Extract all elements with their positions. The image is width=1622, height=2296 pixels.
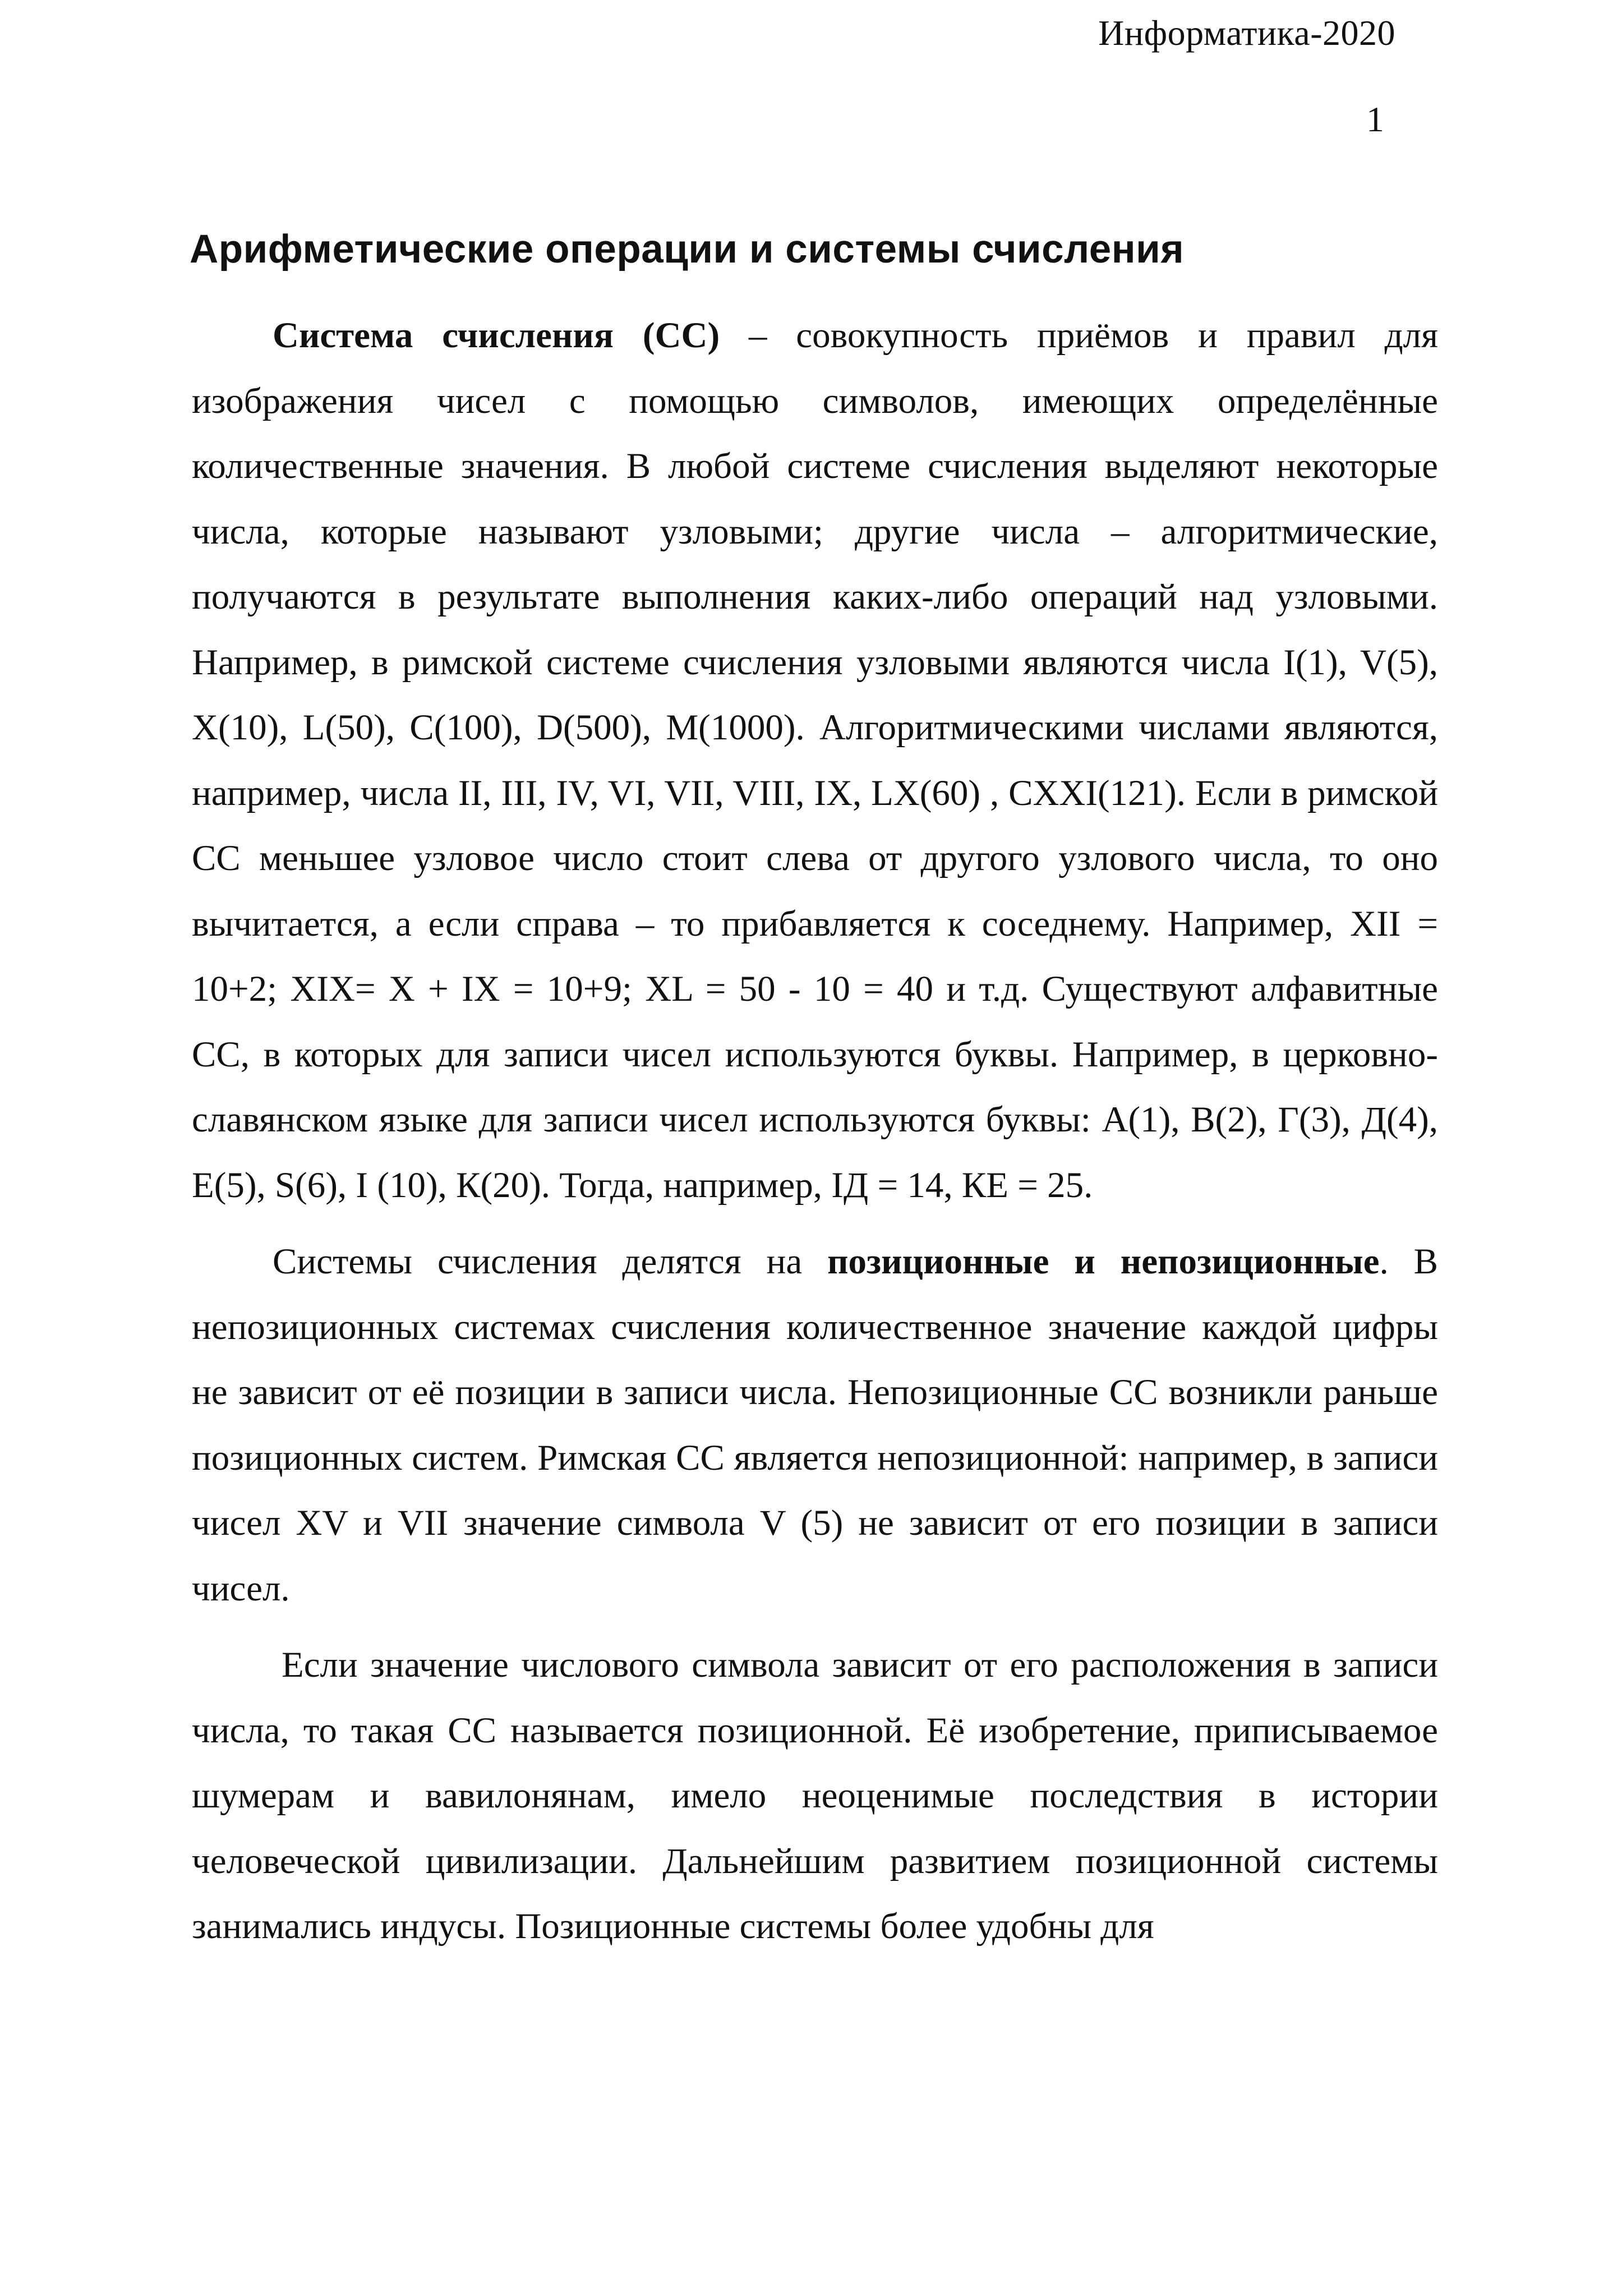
running-header-title: Информатика-2020 <box>1098 13 1395 53</box>
paragraph-positional <box>192 1632 1438 1959</box>
page-number: 1 <box>1366 99 1384 139</box>
paragraph-classification-lead: Системы счисления делятся на <box>273 1241 828 1282</box>
paragraph-classification <box>192 1229 1438 1621</box>
paragraph-definition-text: – совокупность приёмов и правил для изображения чисел с помощью символов, имеющих определённые количественные значения. В любой системе счисления выделяют некоторые числа, которые называют узловыми; другие числа – алгоритмические, получаются в результате выполнения каких-либо операций над узловыми. Например, в римской системе счисления узловыми являются числа I(1), V(5), X(10), L(50), C(100), D(500), M(1000). Алгоритмическими числами являются, например, числа II, III, IV, VI, VII, VIII, IX, LX(60) , CXXI(121). Если в римской СС меньшее узловое число стоит слева от другого узлового числа, то оно вычитается, а если справа – то прибавляется к соседнему. Например, XII = 10+2; XIX= X + IX = 10+9; XL = 50 - 10 = 40 и т.д. Существуют алфавитные СС, в которых для записи чисел используются буквы. Например, в церковно-славянском языке для записи чисел используются буквы: А(1), В(2), Г(3), Д(4), Е(5), S(6), I (10), К(20). Тогда, например, IД = 14, КЕ = 25. <box>192 315 1438 1205</box>
paragraph-classification-text: . В непозиционных системах счисления количественное значение каждой цифры не зависит от её позиции в записи числа. Непозиционные СС возникли раньше позиционных систем. Римская СС является непозиционной: например, в записи чисел XV и VII значение символа V (5) не зависит от его позиции в записи чисел. <box>192 1241 1438 1609</box>
section-title: Арифметические операции и системы счисления <box>190 227 1185 272</box>
defined-term: Система счисления (СС) <box>273 315 720 356</box>
paragraph-definition <box>192 303 1438 1218</box>
article-body <box>192 303 1438 1971</box>
paragraph-positional-text: Если значение числового символа зависит от его расположения в записи числа, то такая СС называется позиционной. Её изобретение, приписываемое шумерам и вавилонянам, имело неоценимые последствия в истории человеческой цивилизации. Дальнейшим развитием позиционной системы занимались индусы. Позиционные системы более удобны для <box>192 1645 1438 1947</box>
emphasized-phrase: позиционные и непозиционные <box>827 1241 1380 1282</box>
